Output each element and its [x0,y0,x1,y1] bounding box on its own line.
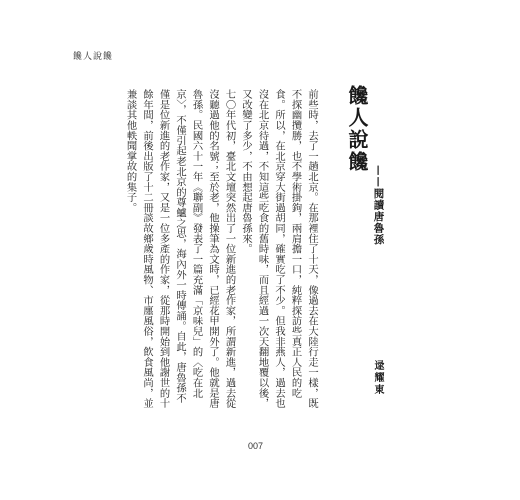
article-author: 逯耀東 [372,360,383,396]
body-text [122,89,320,409]
running-head: 饞人說饞 [73,52,114,62]
paragraph: 七〇年代初，臺北文壇突然出了一位新進的老作家，所謂新進，過去從沒聽過他的名號；至於老，他操筆為文時，已經花甲開外了。他就是唐魯孫。民國六十一年《聯副》發表了一篇充滿「京味兒」的〈吃在北京〉，不僅引起老北京的尊鱸之思，海內外一時傳誦。自此，唐魯孫不僅是位新進的老作家，又是一位多產的作家，從那時開始到他謝世的十餘年間，前後出版了十二冊談故鄉歲時風物、市廛風俗，飲食風尚，並兼談其他軼聞掌故的集子。 [124,89,236,409]
article-subtitle: ——閱讀唐魯孫 [372,165,385,246]
page-number: 007 [248,441,264,451]
paragraph: 前些時，去了一趟北京。在那裡住了十天，像過去在大陸行走一樣，既不探幽攬勝，也不學術掛鉤，兩肩擔一口，純粹探訪些真正人民的吃食。所以，在北京穿大街過胡同，確實吃了不少。但我非燕人，過去也沒在北京待過，不知這些吃食的舊時味，而且經過一次天翻地覆以後，又改變了多少，不由想起唐魯孫來。 [240,89,318,409]
article-title: 饞人說饞 [345,85,369,173]
